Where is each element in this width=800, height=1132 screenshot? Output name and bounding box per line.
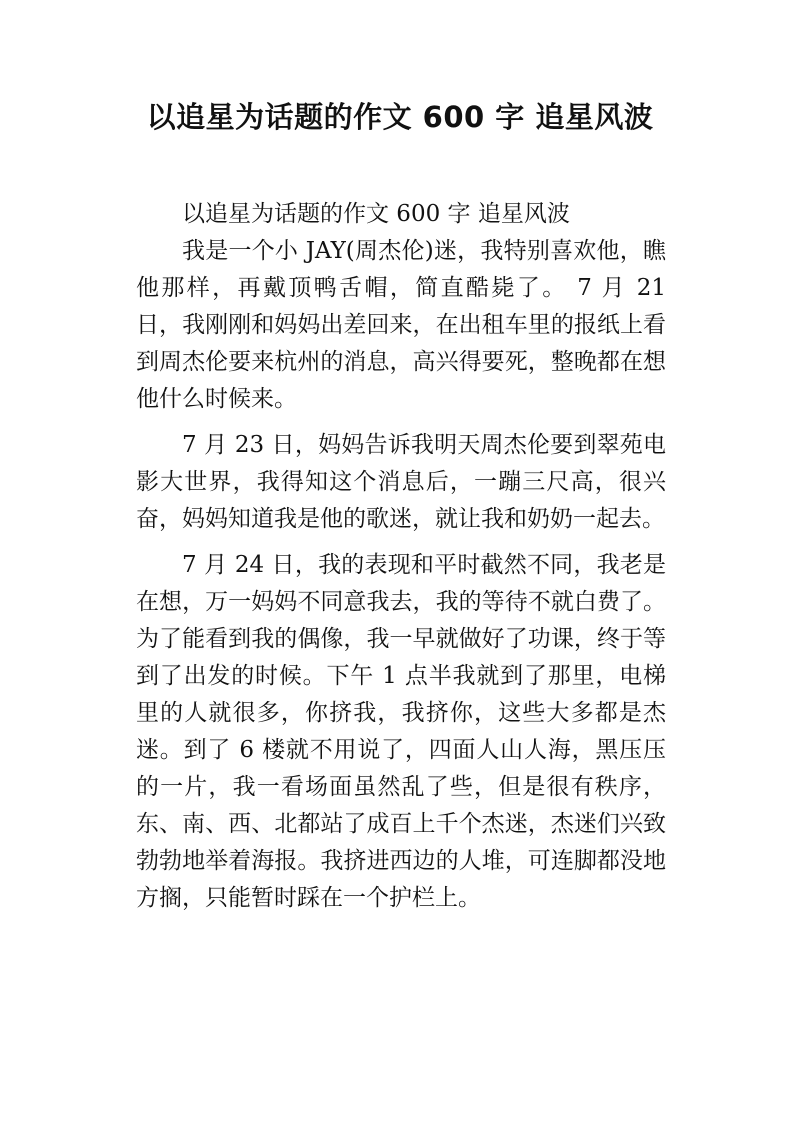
document-title: 以追星为话题的作文 600 字 追星风波 (146, 100, 654, 134)
paragraph-2: 7 月 23 日，妈妈告诉我明天周杰伦要到翠苑电影大世界，我得知这个消息后，一蹦三尺高，很兴奋，妈妈知道我是他的歌迷，就让我和奶奶一起去。 (136, 432, 666, 532)
document-body (136, 196, 666, 926)
paragraph-1: 我是一个小 JAY(周杰伦)迷，我特别喜欢他，瞧他那样，再戴顶鸭舌帽，简直酷毙了。 7 月 21 日，我刚刚和妈妈出差回来，在出租车里的报纸上看到周杰伦要来杭州的消息，高兴得要死，整晚都在想他什么时候来。 (136, 238, 666, 412)
subtitle-paragraph: 以追星为话题的作文 600 字 追星风波 (182, 201, 570, 227)
paragraph-3: 7 月 24 日，我的表现和平时截然不同，我老是在想，万一妈妈不同意我去，我的等待不就白费了。为了能看到我的偶像，我一早就做好了功课，终于等到了出发的时候。下午 1 点半我就到了那里，电梯里的人就很多，你挤我，我挤你，这些大多都是杰迷。到了 6 楼就不用说了，四面人山人海，黑压压的一片，我一看场面虽然乱了些，但是很有秩序，东、南、西、北都站了成百上千个杰迷，杰迷们兴致勃勃地举着海报。我挤进西边的人堆，可连脚都没地方搁，只能暂时踩在一个护栏上。 (136, 552, 666, 911)
